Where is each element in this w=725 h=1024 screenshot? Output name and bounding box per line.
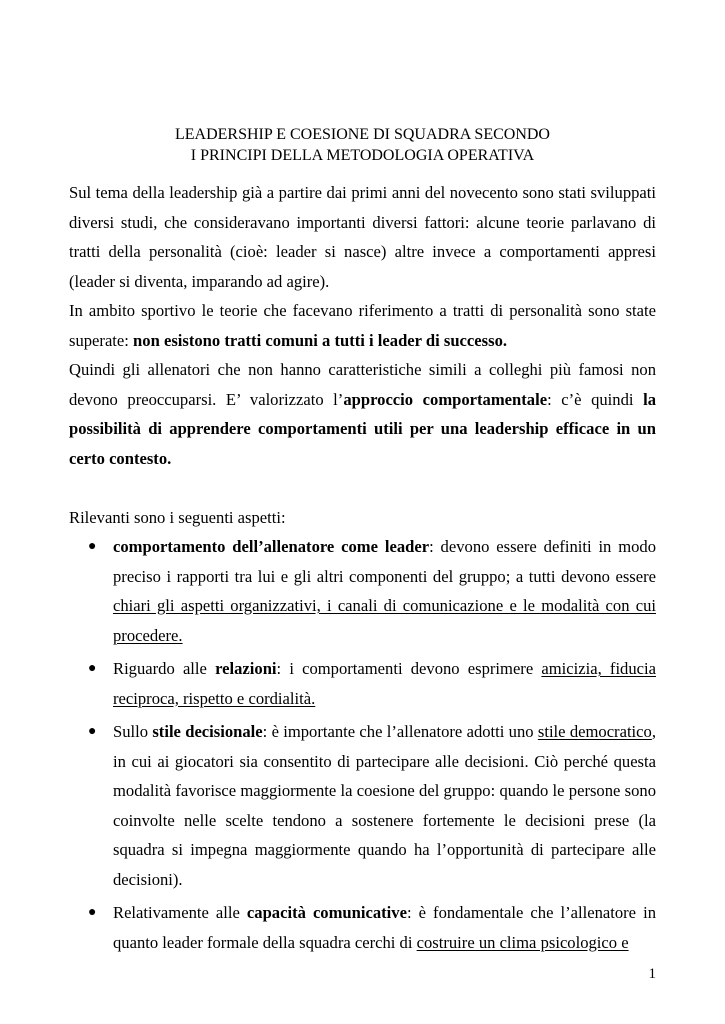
- page-number: 1: [648, 966, 656, 982]
- list-item-communication: [69, 898, 656, 957]
- bullet-icon: ●: [88, 539, 97, 554]
- list-item-underline: chiari gli aspetti organizzativi, i canali di comunicazione e le modalità con cui procedere.: [113, 596, 656, 645]
- list-item-text: , in cui ai giocatori sia consentito di partecipare alle decisioni. Ciò perché questa modalità favorisce maggiormente la coesione del gruppo: quando le persone sono coinvolte nelle scelte tendono a sostenere fortemente le decisioni prese (la squadra si impegna maggiormente quando ha l’opportunità di partecipare alle decisioni).: [113, 722, 656, 889]
- title-line-2: I PRINCIPI DELLA METODOLOGIA OPERATIVA: [190, 147, 535, 164]
- list-item-leader-behaviour: [69, 532, 656, 650]
- bullet-icon: ●: [88, 661, 97, 676]
- list-item-text: Sullo: [113, 722, 153, 741]
- paragraph-sport-theories: [69, 296, 656, 355]
- paragraph-sport-text: In ambito sportivo le teorie che facevano riferimento a tratti di personalità sono state superate:: [69, 301, 656, 350]
- list-item-underline: amicizia, fiducia reciproca, rispetto e cordialità.: [113, 659, 656, 708]
- list-item-underline: costruire un clima psicologico e: [416, 932, 629, 952]
- paragraph-coaches-text-1: Quindi gli allenatori che non hanno caratteristiche simili a colleghi più famosi non devono preoccuparsi. E’ valorizzato l’: [69, 360, 656, 409]
- list-item-underline: stile democratico: [537, 722, 652, 741]
- paragraph-coaches: [69, 355, 656, 473]
- paragraph-intro: Sul tema della leadership già a partire dai primi anni del novecento sono stati sviluppati diversi studi, che consideravano importanti diversi fattori: alcune teorie parlavano di tratti della personalità (cioè: leader si nasce) altre invece a comportamenti appresi (leader si diventa, imparando ad agire).: [69, 183, 656, 291]
- document-body: [69, 178, 656, 961]
- paragraph-sport-bold: non esistono tratti comuni a tutti i leader di successo.: [133, 330, 508, 350]
- list-item-bold: capacità comunicative: [246, 903, 407, 922]
- title-line-1: LEADERSHIP E COESIONE DI SQUADRA SECONDO: [175, 126, 550, 143]
- aspects-list: [69, 532, 656, 957]
- list-item-bold: stile decisionale: [152, 722, 263, 741]
- list-item-bold: relazioni: [215, 659, 277, 678]
- bullet-icon: ●: [88, 905, 97, 920]
- paragraph-coaches-text-2: : c’è quindi: [547, 389, 644, 409]
- paragraph-gap: [69, 473, 656, 503]
- list-item-decision-style: [69, 717, 656, 894]
- list-item-text: : è fondamentale che l’allenatore in quanto leader formale della squadra cerchi di: [113, 903, 656, 952]
- list-item-bold: comportamento dell’allenatore come leader: [113, 537, 430, 556]
- paragraph-coaches-bold-2: la possibilità di apprendere comportamenti utili per una leadership efficace in un certo contesto.: [69, 389, 656, 468]
- paragraph-aspects-intro: Rilevanti sono i seguenti aspetti:: [69, 507, 286, 527]
- document-title: [0, 124, 725, 166]
- list-item-text: Riguardo alle: [113, 659, 216, 678]
- bullet-icon: ●: [88, 724, 97, 739]
- list-item-text: : è importante che l’allenatore adotti uno: [262, 722, 538, 741]
- list-item-text: Relativamente alle: [113, 903, 247, 922]
- list-item-text: : i comportamenti devono esprimere: [276, 659, 542, 678]
- list-item-text: : devono essere definiti in modo preciso i rapporti tra lui e gli altri componenti del gruppo; a tutti devono essere: [113, 537, 656, 586]
- list-item-relations: [69, 654, 656, 713]
- paragraph-coaches-bold-1: approccio comportamentale: [343, 389, 548, 409]
